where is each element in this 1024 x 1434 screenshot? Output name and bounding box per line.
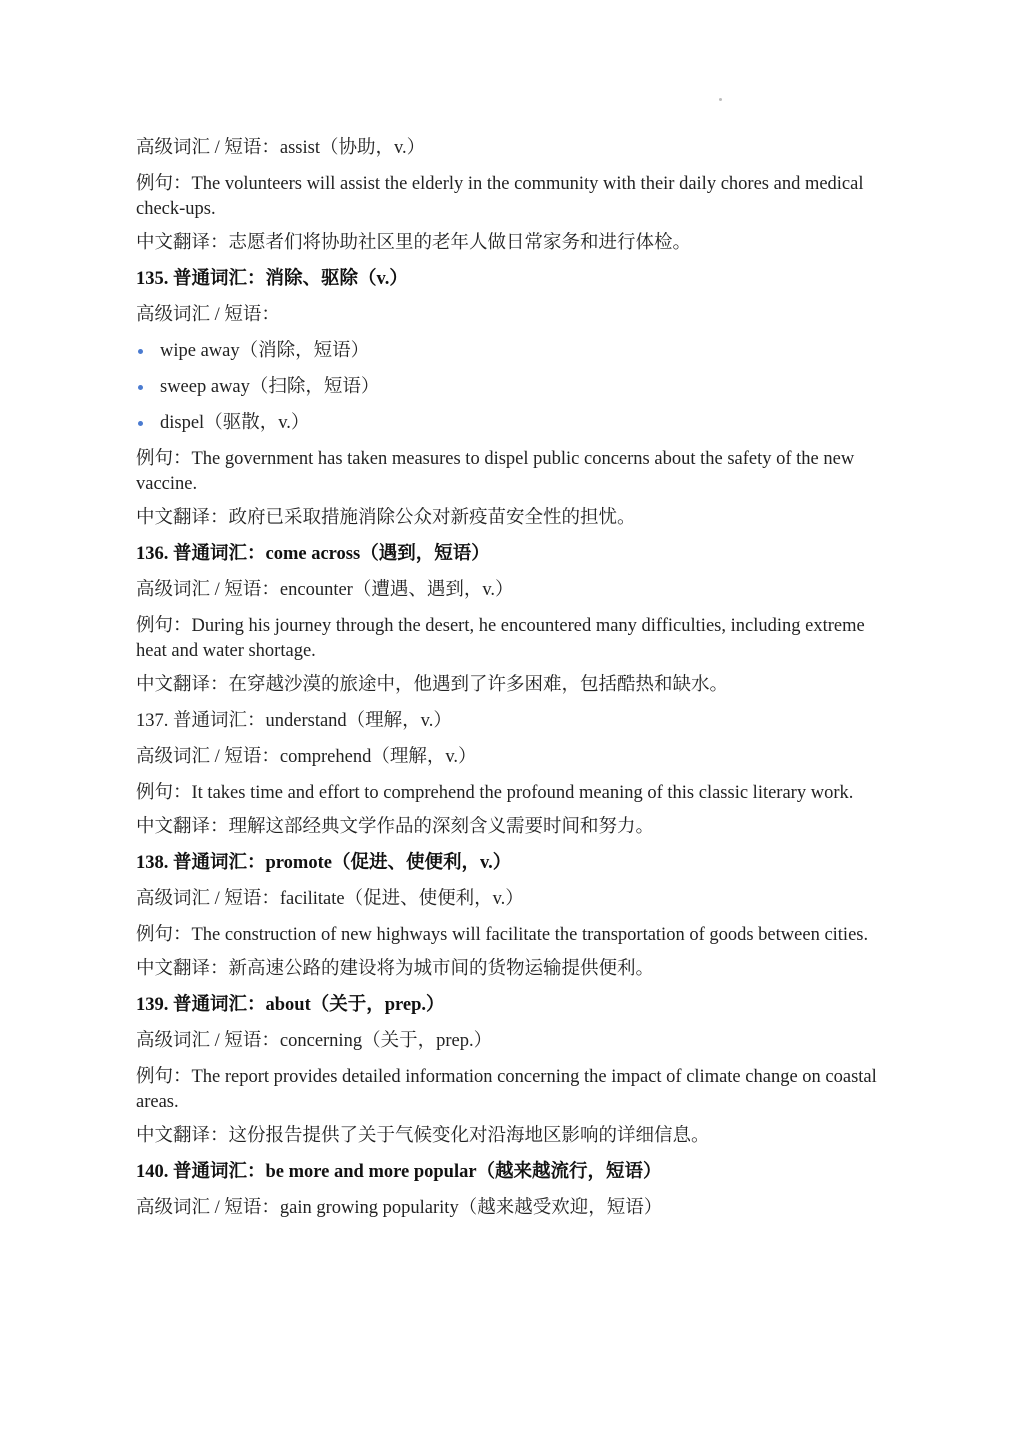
document-body [136,136,881,1232]
example-sentence: 例句：It takes time and effort to comprehend the profound meaning of this classic literary work. [136,783,854,803]
text-line: 中文翻译：这份报告提供了关于气候变化对沿海地区影响的详细信息。 [136,1126,710,1146]
entry-heading: 138. 普通词汇：promote（促进、使便利，v.） [136,853,512,873]
entry-heading: 136. 普通词汇：come across（遇到，短语） [136,544,490,564]
text-line: 高级词汇 / 短语：gain growing popularity（越来越受欢迎，短语） [136,1198,663,1218]
bullet-text: wipe away（消除，短语） [160,341,370,361]
bullet-item [136,375,881,399]
entry-heading: 139. 普通词汇：about（关于，prep.） [136,995,445,1015]
text-line: 高级词汇 / 短语：comprehend（理解，v.） [136,747,477,767]
text-line: 中文翻译：志愿者们将协助社区里的老年人做日常家务和进行体检。 [136,233,692,253]
bullet-text: dispel（驱散，v.） [160,413,310,433]
entry-heading: 135. 普通词汇：消除、驱除（v.） [136,269,408,289]
text-line: 137. 普通词汇：understand（理解，v.） [136,711,452,731]
bullet-item [136,339,881,363]
bullet-dot-icon [138,349,143,354]
text-line: 中文翻译：在穿越沙漠的旅途中，他遇到了许多困难，包括酷热和缺水。 [136,675,729,695]
example-sentence: 例句：The government has taken measures to dispel public concerns about the safety of the new vaccine. [136,449,855,494]
text-line: 高级词汇 / 短语： [136,305,280,325]
text-line: 高级词汇 / 短语：facilitate（促进、使便利，v.） [136,889,524,909]
bullet-dot-icon [138,385,143,390]
bullet-item [136,411,881,435]
text-line: 中文翻译：新高速公路的建设将为城市间的货物运输提供便利。 [136,959,655,979]
bullet-dot-icon [138,421,143,426]
text-line: 高级词汇 / 短语：assist（协助，v.） [136,138,426,158]
example-sentence: 例句：The volunteers will assist the elderly in the community with their daily chores and medical check-ups. [136,174,864,219]
example-sentence: 例句：The construction of new highways will facilitate the transportation of goods between cities. [136,925,869,945]
example-sentence: 例句：During his journey through the desert, he encountered many difficulties, including extreme heat and water shortage. [136,616,865,661]
text-line: 高级词汇 / 短语：concerning（关于，prep.） [136,1031,493,1051]
text-line: 中文翻译：理解这部经典文学作品的深刻含义需要时间和努力。 [136,817,655,837]
page-mark [719,98,722,101]
bullet-text: sweep away（扫除，短语） [160,377,380,397]
text-line: 高级词汇 / 短语：encounter（遭遇、遇到，v.） [136,580,514,600]
example-sentence: 例句：The report provides detailed information concerning the impact of climate change on coastal areas. [136,1067,877,1112]
entry-heading: 140. 普通词汇：be more and more popular（越来越流行，短语） [136,1162,662,1182]
text-line: 中文翻译：政府已采取措施消除公众对新疫苗安全性的担忧。 [136,508,636,528]
